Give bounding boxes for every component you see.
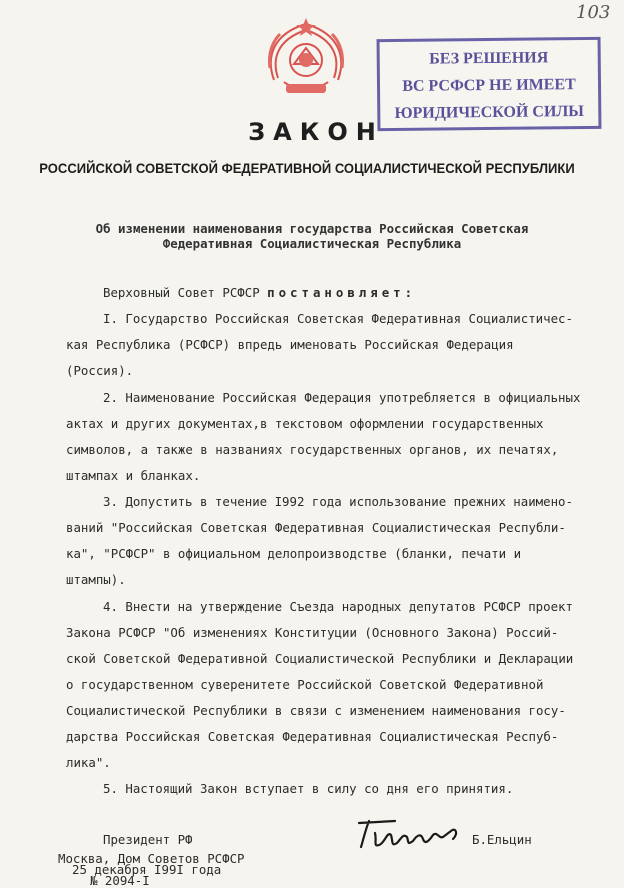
body-line: 2. Наименование Российская Федерация употребляется в официальных [103, 390, 581, 405]
body-line: Закона РСФСР "Об изменениях Конституции (Основного Закона) Россий- [66, 625, 559, 640]
body-line: символов, а также в названиях государственных органов, их печатях, [66, 442, 559, 457]
body-line: штампах и бланках. [66, 468, 201, 483]
body-line: 3. Допустить в течение I992 года использование прежних наимено- [103, 494, 573, 509]
body-line: актах и других документах,в текстовом оформлении государственных [66, 416, 544, 431]
body-line: о государственном суверенитете Российской Советской Федеративной [66, 677, 544, 692]
body-line: 4. Внести на утверждение Съезда народных депутатов РСФСР проект [103, 599, 573, 614]
signatory-position: Президент РФ [103, 832, 193, 847]
body-line: дарства Российская Советская Федеративная Социалистическая Респуб- [66, 729, 559, 744]
body-line: штампы). [66, 572, 126, 587]
preamble-lead: Верховный Совет РСФСР [103, 285, 260, 300]
subject-line: Об изменении наименования государства Российская Советская [95, 221, 529, 236]
body-line: I. Государство Российская Советская Федеративная Социалистичес- [103, 311, 573, 326]
law-number: № 2094-I [90, 873, 150, 888]
stamp-line: БЕЗ РЕШЕНИЯ [429, 49, 549, 68]
body-line: ваний "Российская Советская Федеративная Социалистическая Республи- [66, 520, 566, 535]
body-line: ка", "РСФСР" в официальном делопроизводстве (бланки, печати и [66, 546, 522, 561]
body-line: (Россия). [66, 363, 134, 378]
stamp-line: ВС РСФСР НЕ ИМЕЕТ [402, 76, 576, 95]
signing-date: 25 декабря I99I года [72, 862, 222, 877]
signatory-name: Б.Ельцин [472, 832, 532, 847]
place-of-signing: Москва, Дом Советов РСФСР [58, 851, 245, 866]
preamble-verb: постановляет: [267, 285, 417, 300]
handwritten-signature [355, 817, 465, 851]
subject-line: Федеративная Социалистическая Республика [162, 236, 462, 251]
body-line: лика". [66, 755, 111, 770]
law-title: ЗАКОН [248, 118, 384, 146]
preamble [103, 285, 416, 300]
body-line: кая Республика (РСФСР) впредь именовать Российская Федерация [66, 337, 514, 352]
body-line: ской Советской Федеративной Социалистической Республики и Декларации [66, 651, 574, 666]
body-line: 5. Настоящий Закон вступает в силу со дня его принятия. [103, 781, 514, 796]
archive-page-number: 103 [576, 2, 611, 23]
stamp-line: ЮРИДИЧЕСКОЙ СИЛЫ [394, 103, 585, 122]
republic-name: РОССИЙСКОЙ СОВЕТСКОЙ ФЕДЕРАТИВНОЙ СОЦИАЛИСТИЧЕСКОЙ РЕСПУБЛИКИ [39, 160, 575, 176]
state-emblem-icon [264, 18, 348, 98]
body-line: Социалистической Республики в связи с изменением наименования госу- [66, 703, 566, 718]
